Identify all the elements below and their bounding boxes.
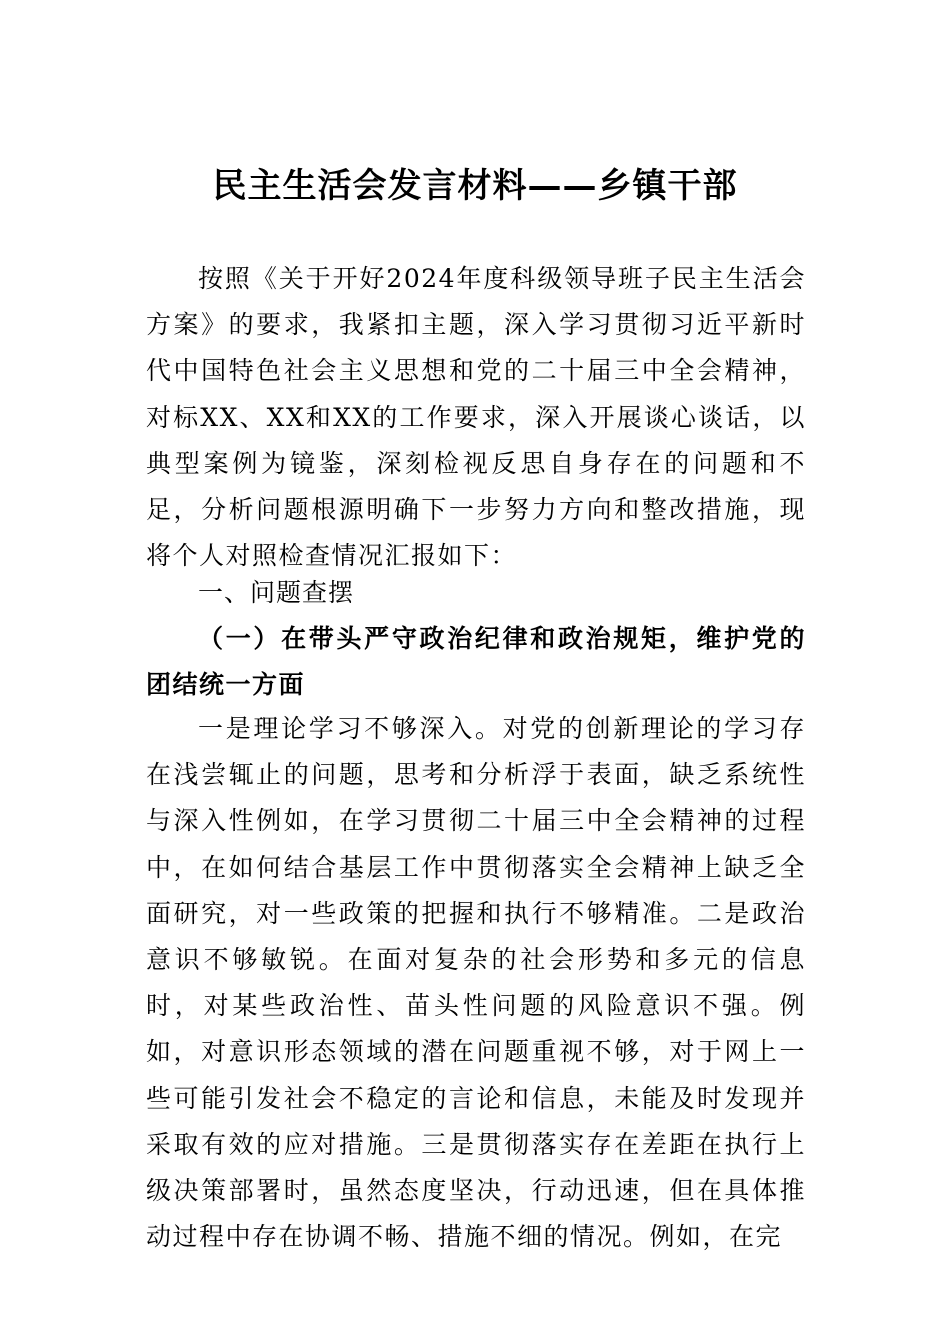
section-heading-problems: 一、问题查摆	[198, 578, 355, 607]
intro-paragraph: 按照《关于开好2024年度科级领导班子民主生活会方案》的要求，我紧扣主题，深入学习贯彻习近平新时代中国特色社会主义思想和党的二十届三中全会精神，对标XX、XX和XX的工作要求，深入开展谈心谈话，以典型案例为镜鉴，深刻检视反思自身存在的问题和不足，分析问题根源明确下一步努力方向和整改措施，现将个人对照检查情况汇报如下：	[146, 264, 806, 571]
document-title: 民主生活会发言材料——乡镇干部	[212, 166, 738, 206]
subsection-heading-political-discipline: （一）在带头严守政治纪律和政治规矩，维护党的团结统一方面	[146, 624, 806, 700]
body-paragraph: 一是理论学习不够深入。对党的创新理论的学习存在浅尝辄止的问题，思考和分析浮于表面，缺乏系统性与深入性例如，在学习贯彻二十届三中全会精神的过程中，在如何结合基层工作中贯彻落实全会精神上缺乏全面研究，对一些政策的把握和执行不够精准。二是政治意识不够敏锐。在面对复杂的社会形势和多元的信息时，对某些政治性、苗头性问题的风险意识不强。例如，对意识形态领域的潜在问题重视不够，对于网上一些可能引发社会不稳定的言论和信息，未能及时发现并采取有效的应对措施。三是贯彻落实存在差距在执行上级决策部署时，虽然态度坚决，行动迅速，但在具体推动过程中存在协调不畅、措施不细的情况。例如，在完	[146, 714, 806, 1252]
